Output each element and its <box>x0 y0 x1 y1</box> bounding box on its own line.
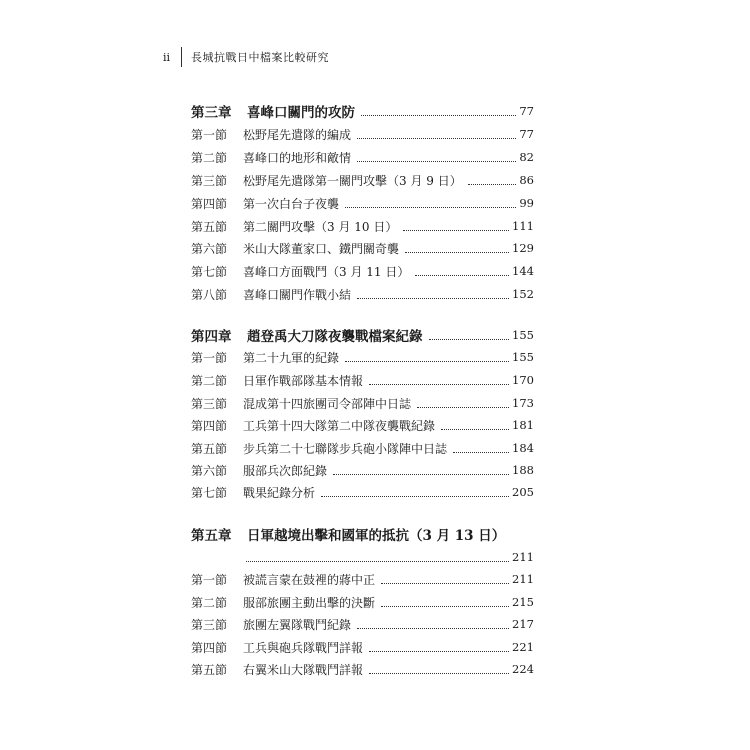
page-ref: 217 <box>512 617 534 631</box>
running-header <box>163 46 329 68</box>
section-entry <box>191 482 534 502</box>
section-entry <box>191 659 534 679</box>
section-number: 第六節 <box>191 463 228 478</box>
section-number: 第二節 <box>191 150 228 165</box>
section-number: 第二節 <box>191 373 228 388</box>
section-title: 喜峰口方面戰鬥（3 月 11 日） <box>243 264 410 279</box>
page-ref: 152 <box>512 287 534 301</box>
dot-leader <box>441 428 509 430</box>
section-title: 被謊言蒙在鼓裡的蔣中正 <box>243 572 376 587</box>
section-entry <box>191 170 534 190</box>
section-title: 服部旅團主動出擊的決斷 <box>243 595 376 610</box>
page-ref: 215 <box>512 595 534 609</box>
page-ref: 221 <box>512 640 534 654</box>
page-ref: 155 <box>512 350 534 364</box>
section-entry <box>191 592 534 612</box>
dot-leader <box>357 297 509 299</box>
page-number: ii <box>163 50 171 64</box>
page-ref: 129 <box>512 241 534 255</box>
section-entry <box>191 637 534 657</box>
page-ref: 188 <box>512 463 534 477</box>
section-entry <box>191 569 534 589</box>
section-number: 第二節 <box>191 595 228 610</box>
dot-leader <box>415 274 509 276</box>
page-ref: 77 <box>519 127 534 141</box>
dot-leader <box>361 114 516 116</box>
section-title: 戰果紀錄分析 <box>243 485 316 500</box>
section-title: 工兵第十四大隊第二中隊夜襲戰紀錄 <box>243 418 436 433</box>
section-entry <box>191 216 534 236</box>
page-ref: 86 <box>519 173 534 187</box>
page-ref: 99 <box>519 196 534 210</box>
chapter-5-entry <box>191 524 534 544</box>
section-number: 第七節 <box>191 264 228 279</box>
chapter-title: 趙登禹大刀隊夜襲戰檔案紀錄 <box>247 329 423 345</box>
page-ref: 211 <box>512 550 534 564</box>
section-entry <box>191 147 534 167</box>
page-ref: 181 <box>512 418 534 432</box>
section-title: 第二十九軍的紀錄 <box>243 350 340 365</box>
page-ref: 170 <box>512 373 534 387</box>
page-ref: 224 <box>512 662 534 676</box>
section-number: 第七節 <box>191 485 228 500</box>
page-ref: 205 <box>512 485 534 499</box>
section-entry <box>191 460 534 480</box>
dot-leader <box>246 560 509 562</box>
page-ref: 211 <box>512 572 534 586</box>
section-number: 第三節 <box>191 396 228 411</box>
section-title: 第二關門攻擊（3 月 10 日） <box>243 219 398 234</box>
dot-leader <box>468 183 517 185</box>
chapter-number: 第五章 <box>191 528 232 544</box>
section-entry <box>191 284 534 304</box>
dot-leader <box>403 229 509 231</box>
section-title: 步兵第二十七聯隊步兵砲小隊陣中日誌 <box>243 441 448 456</box>
section-title: 混成第十四旅團司令部陣中日誌 <box>243 396 412 411</box>
section-number: 第一節 <box>191 127 228 142</box>
dot-leader <box>357 137 516 139</box>
section-title: 米山大隊董家口、鐵門關奇襲 <box>243 241 400 256</box>
section-title: 第一次白台子夜襲 <box>243 196 340 211</box>
dot-leader <box>345 206 516 208</box>
section-number: 第五節 <box>191 662 228 677</box>
section-title: 服部兵次郎紀錄 <box>243 463 328 478</box>
book-title: 長城抗戰日中檔案比較研究 <box>191 51 329 64</box>
chapter-number: 第三章 <box>191 105 232 121</box>
chapter-3-entry <box>191 101 534 121</box>
section-title: 松野尾先遣隊的編成 <box>243 127 352 142</box>
dot-leader <box>357 160 516 162</box>
section-number: 第一節 <box>191 572 228 587</box>
chapter-title: 喜峰口關門的攻防 <box>247 105 355 121</box>
section-entry <box>191 238 534 258</box>
section-number: 第六節 <box>191 241 228 256</box>
chapter-number: 第四章 <box>191 329 232 345</box>
page-ref: 184 <box>512 441 534 455</box>
dot-leader <box>345 360 509 362</box>
dot-leader <box>453 451 509 453</box>
section-number: 第五節 <box>191 219 228 234</box>
section-number: 第四節 <box>191 196 228 211</box>
chapter-title: 日軍越境出擊和國軍的抵抗（3 月 13 日） <box>247 528 506 544</box>
section-entry <box>191 124 534 144</box>
section-title: 右翼米山大隊戰鬥詳報 <box>243 662 364 677</box>
dot-leader <box>369 672 509 674</box>
dot-leader <box>429 338 510 340</box>
section-entry <box>191 614 534 634</box>
dot-leader <box>369 650 509 652</box>
section-entry <box>191 438 534 458</box>
dot-leader <box>357 627 509 629</box>
section-number: 第四節 <box>191 418 228 433</box>
page-ref: 173 <box>512 396 534 410</box>
section-title: 喜峰口關門作戰小結 <box>243 287 352 302</box>
dot-leader <box>321 495 509 497</box>
page-ref: 82 <box>519 150 534 164</box>
section-title: 松野尾先遣隊第一關門攻擊（3 月 9 日） <box>243 173 462 188</box>
section-number: 第四節 <box>191 640 228 655</box>
dot-leader <box>417 406 509 408</box>
section-number: 第三節 <box>191 617 228 632</box>
page-ref: 144 <box>512 264 534 278</box>
section-number: 第八節 <box>191 287 228 302</box>
section-number: 第一節 <box>191 350 228 365</box>
section-entry <box>191 193 534 213</box>
dot-leader <box>381 605 509 607</box>
dot-leader <box>369 383 509 385</box>
dot-leader <box>333 473 509 475</box>
section-number: 第三節 <box>191 173 228 188</box>
dot-leader <box>405 251 509 253</box>
section-title: 旅團左翼隊戰鬥紀錄 <box>243 617 352 632</box>
page-ref: 111 <box>512 219 534 233</box>
dot-leader <box>381 582 509 584</box>
section-entry <box>191 370 534 390</box>
section-title: 工兵與砲兵隊戰鬥詳報 <box>243 640 364 655</box>
section-title: 喜峰口的地形和敵情 <box>243 150 352 165</box>
chapter-4-entry <box>191 325 534 345</box>
section-title: 日軍作戰部隊基本情報 <box>243 373 364 388</box>
section-entry <box>191 393 534 413</box>
chapter-5-page-line <box>191 547 534 567</box>
header-divider <box>181 47 182 67</box>
section-entry <box>191 347 534 367</box>
page-ref: 77 <box>519 104 534 118</box>
section-number: 第五節 <box>191 441 228 456</box>
page-ref: 155 <box>512 328 534 342</box>
section-entry <box>191 261 534 281</box>
section-entry <box>191 415 534 435</box>
